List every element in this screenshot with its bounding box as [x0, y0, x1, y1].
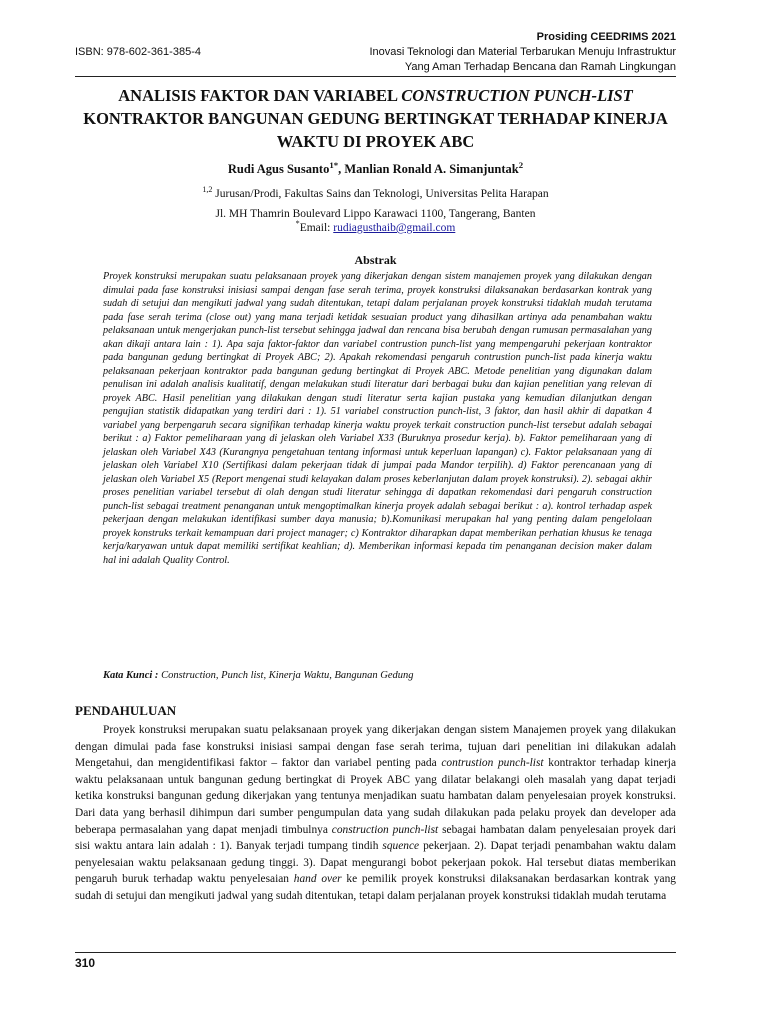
- title-line-1: ANALISIS FAKTOR DAN VARIABEL: [118, 86, 402, 105]
- paragraph-part-2: kontraktor terhadap kinerja waktu pelaksanaan untuk bangunan gedung bertingkat di Proyek ABC yang dilatar belakangi oleh masalah yang dapat terjadi ketika konstruksi bangunan gedung dikerjakan yang tentunya menjadikan suatu hambatan dalam penyelesaian proyek konstruksi. Dari data yang berhasil dihimpun dari sumber pengumpulan data yang sudah dilakukan pada pelaku proyek dan developer ada beberapa permasalahan yang dapat menjadi timbulnya: [75, 757, 676, 836]
- affiliation: [75, 184, 676, 224]
- conference-theme-line-1: Inovasi Teknologi dan Material Terbarukan Menuju Infrastruktur: [369, 46, 676, 58]
- paper-title: [75, 84, 676, 153]
- conference-theme-line-2: Yang Aman Terhadap Bencana dan Ramah Lingkungan: [404, 61, 676, 73]
- email-line: [75, 219, 676, 234]
- affiliation-marker: 1,2: [202, 185, 213, 195]
- conference-name: Prosiding CEEDRIMS 2021: [536, 31, 676, 43]
- paragraph-italic-1: contrustion punch-list: [441, 757, 544, 770]
- isbn: ISBN: 978-602-361-385-4: [75, 46, 201, 58]
- paragraph-part-1: Proyek konstruksi merupakan suatu pelaksanaan proyek yang dikerjakan dengan sistem Manajemen proyek yang dilakukan dengan dimulai pada fase konstruksi inisiasi sampai dengan fase serah terima, tujuan dari penelitian ini dilakukan adalah Mengetahui, dan mengidentifikasi faktor – faktor dan variabel penting pada: [75, 724, 676, 770]
- paragraph-part-5: ke pemilik proyek konstruksi dilaksanakan berdasarkan kontrak yang sudah di setujui dan mengikuti jadwal yang sudah ditentukan, tetapi dalam perjalanan proyek konstruksi tidaklah mudah terutama: [75, 873, 676, 902]
- author-separator: ,: [338, 162, 345, 176]
- email-marker: *: [295, 219, 300, 229]
- keywords-label: Kata Kunci :: [103, 670, 162, 681]
- paragraph-part-3: sebagai hambatan dalam penyelesaian proyek dari sisi waktu antara lain adalah : 1). Banyak terjadi tumpang tindih: [75, 823, 677, 853]
- title-line-2: KONTRAKTOR BANGUNAN GEDUNG BERTINGKAT TERHADAP KINERJA: [83, 109, 668, 128]
- abstract-text: Proyek konstruksi merupakan suatu pelaksanaan proyek yang dikerjakan dengan sistem manajemen proyek yang dilakukan dengan dimulai pada fase konstruksi inisiasi sampai dengan fase serah terima, proyek konstruksi dilaksanakan berdasarkan kontrak yang sudah di setujui dan mengikuti jadwal yang sudah ditentukan, tetapi dalam perjalanan proyek konstruksi tidaklah mudah terutama pada fase serah terima (close out) yang mana terjadi ketidak sesuaian product yang dihasilkan artinya ada penambahan waktu pelaksanaan untuk mengerjakan punch-list tersebut sehingga jadwal dan rencana bisa berubah dengan rumusan permasalahan yang akan dikaji antara lain : 1). Apa saja faktor-faktor dan variabel contrustion punch-list yang mempengaruhi pekerjaan kontraktor pada bangunan gedung bertingkat di Proyek ABC; 2). Apakah rekomendasi pengaruh contrustion punch-list pada kinerja waktu pelaksanaan pekerjaan kontraktor pada bangunan gedung bertingkat di Proyek ABC. Metode penelitian yang digunakan dalam penulisan ini adalah analisis kualitatif, dengan melakukan studi literatur dari berbagai buku dan kajian penelitian yang relevan di proyek ABC. Hasil penelitian yang dilakukan dengan studi literatur serta kajian pustaka yang kemudian dilanjutkan dengan pengujian statistik didapatkan yang terdiri dari : 1). 51 variabel construction punch-list, 3 faktor, dan hasil akhir di dapatkan 4 variabel yang berpengaruh secara signifikan terhadap kinerja waktu proyek terkait construction punch-list tersebut adalah sebagai berikut : a) Faktor pemeliharaan yang di jelaskan oleh Variabel X33 (Buruknya prosedur kerja). b). Faktor pemeliharaan yang di jelaskan oleh Variabel X43 (Kurangnya pengetahuan tentang informasi untuk keperluan lapangan) c). Faktor pelaksanaan yang di jelaskan oleh Variabel X10 (Sertifikasi dalam pekerjaan tidak di jumpai pada Mandor terpilih). d) Faktor perencanaan yang di jelaskan oleh Variabel X5 (Report mengenai studi kelayakan dalam proses keberlanjutan dalam proyek konstruksi). 2). sebagai akhir proses penelitian variabel tersebut di olah dengan studi literatur sehingga di dapatkan rekomendasi dari pengaruh construction punch-list sebagai treatment penanganan untuk mengoptimalkan kinerja proyek adalah sebagai berikut : a). kontrol terhadap aspek pekerjaan dengan melakukan identifikasi sumber daya manusia; b).Komunikasi merupakan hal yang penting dalam pengelolaan proyek konstruks terkait kemampuan dari project manager; c) Kontraktor diharapkan dapat memberikan perhatian khusus ke tenaga kerja/karyawan untuk dapat memiliki sertifikat keahlian; d). Memberikan informasi kepada tim penanganan decision maker dalam hal ini adalah Quality Control.: [103, 271, 652, 566]
- paragraph-italic-4: hand over: [293, 873, 342, 886]
- header-divider: [75, 76, 676, 77]
- title-line-3: WAKTU DI PROYEK ABC: [276, 132, 475, 151]
- footer-divider: [75, 952, 676, 953]
- email-link[interactable]: rudiagusthaib@gmail.com: [333, 222, 456, 234]
- author-2-marker: 2: [518, 159, 524, 170]
- paragraph-italic-3: squence: [382, 840, 420, 853]
- page-number: 310: [75, 956, 96, 970]
- title-italic-term: CONSTRUCTION PUNCH-LIST: [401, 86, 633, 105]
- author-1-marker: 1*: [329, 159, 339, 170]
- paragraph-part-4: pekerjaan. 2). Dapat terjadi penambahan waktu dalam penyelesaian waktu pelaksanaan gedung tinggi. 3). Dapat mengurangi bobot pekerjaan pokok. Hal tersebut diatas memberikan pengaruh buruk terhadap waktu penyelesaian: [75, 840, 677, 886]
- keywords-value: Construction, Punch list, Kinerja Waktu, Bangunan Gedung: [161, 670, 414, 681]
- author-1: Rudi Agus Susanto: [227, 162, 330, 176]
- section-paragraph: [75, 722, 676, 905]
- affiliation-line-2: Jl. MH Thamrin Boulevard Lippo Karawaci 1100, Tangerang, Banten: [215, 208, 536, 220]
- keywords: [103, 670, 652, 681]
- abstract-heading: Abstrak: [354, 253, 397, 267]
- paragraph-italic-2: construction punch-list: [331, 823, 439, 836]
- section-heading: PENDAHULUAN: [75, 703, 177, 718]
- running-header: [369, 30, 676, 75]
- email-label: Email:: [299, 222, 334, 234]
- author-2: Manlian Ronald A. Simanjuntak: [344, 162, 519, 176]
- affiliation-line-1: Jurusan/Prodi, Fakultas Sains dan Teknologi, Universitas Pelita Harapan: [212, 188, 549, 200]
- author-list: [75, 159, 676, 177]
